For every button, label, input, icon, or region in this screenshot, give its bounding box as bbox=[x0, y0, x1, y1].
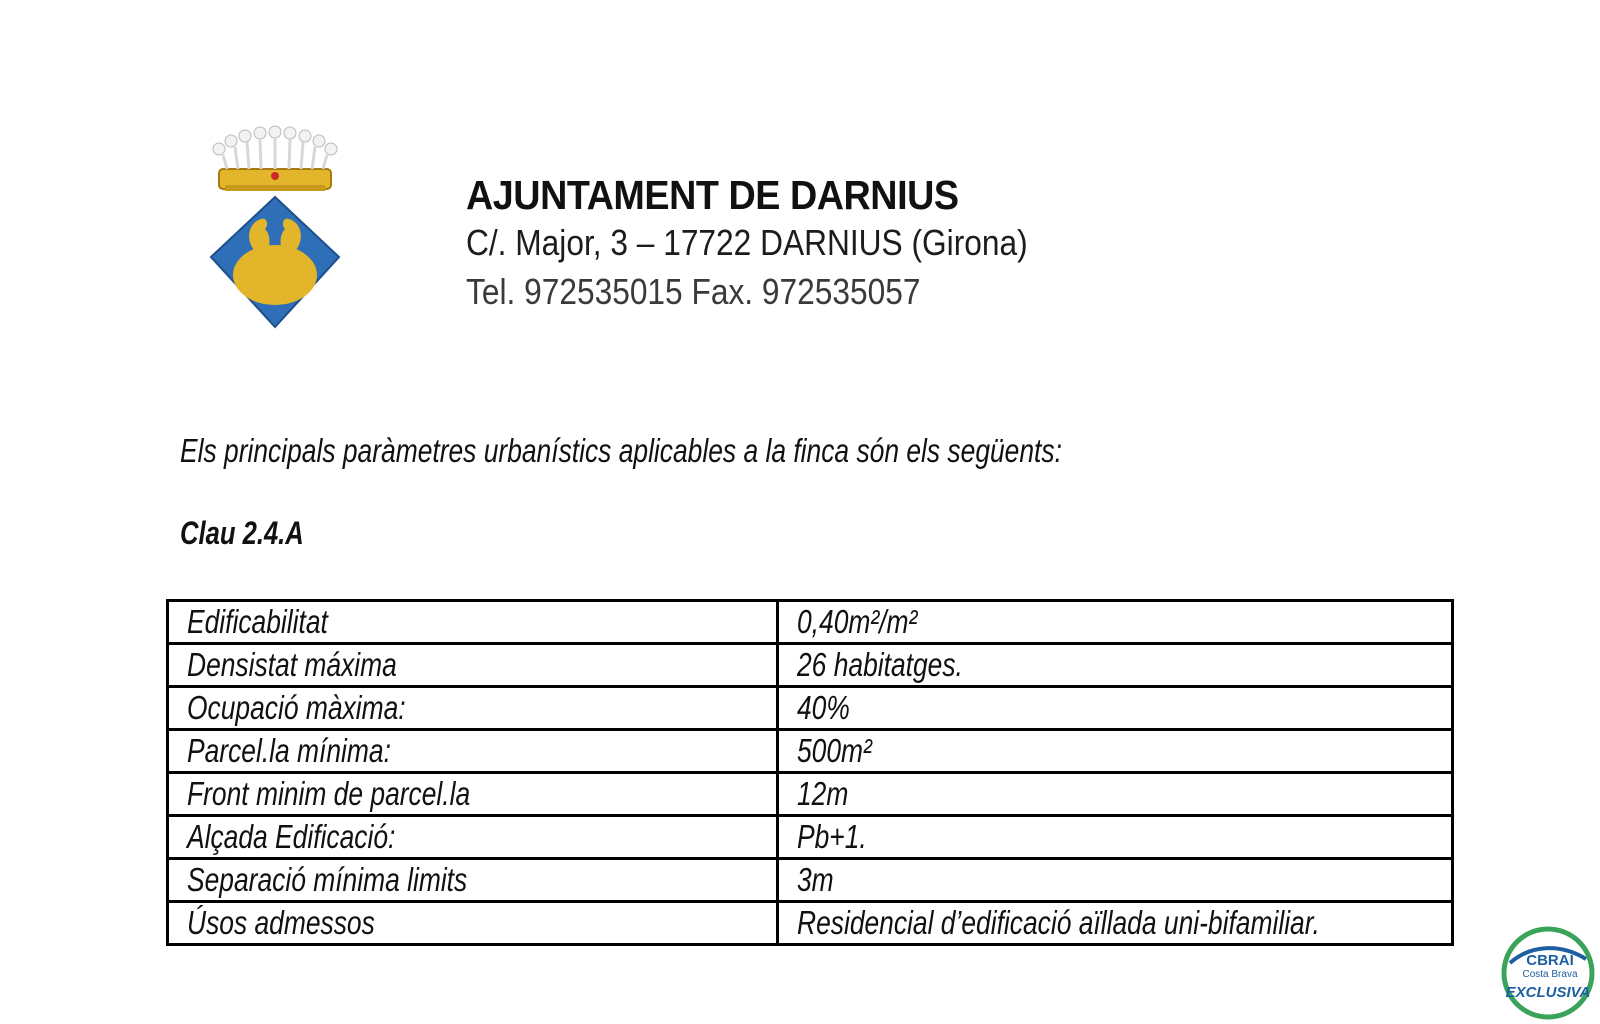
parameter-value: Residencial d’edificació aïllada uni-bifamiliar. bbox=[778, 902, 1453, 945]
cbrai-exclusive-badge-logo bbox=[1500, 925, 1596, 1021]
letterhead bbox=[466, 172, 1104, 316]
parameter-value: 3m bbox=[778, 859, 1453, 902]
urban-parameters-table bbox=[166, 599, 1454, 946]
zoning-key-heading: Clau 2.4.A bbox=[180, 515, 304, 551]
parameter-label: Front minim de parcel.la bbox=[168, 773, 778, 816]
parameter-label: Densistat máxima bbox=[168, 644, 778, 687]
parameter-label: Parcel.la mínima: bbox=[168, 730, 778, 773]
organization-phone-fax: Tel. 972535015 Fax. 972535057 bbox=[466, 271, 921, 312]
svg-text:CBRAI: CBRAI bbox=[1526, 952, 1574, 969]
parameter-label: Edificabilitat bbox=[168, 601, 778, 644]
organization-address: C/. Major, 3 – 17722 DARNIUS (Girona) bbox=[466, 222, 1028, 263]
parameter-label: Úsos admessos bbox=[168, 902, 778, 945]
parameter-value: 500m² bbox=[778, 730, 1453, 773]
table-row bbox=[168, 730, 1453, 773]
svg-text:EXCLUSIVA: EXCLUSIVA bbox=[1505, 984, 1591, 1001]
organization-name: AJUNTAMENT DE DARNIUS bbox=[466, 172, 959, 218]
svg-text:Costa Brava: Costa Brava bbox=[1522, 969, 1578, 980]
parameter-label: Ocupació màxima: bbox=[168, 687, 778, 730]
table-row bbox=[168, 859, 1453, 902]
table-row bbox=[168, 773, 1453, 816]
parameter-value: 26 habitatges. bbox=[778, 644, 1453, 687]
table-row bbox=[168, 687, 1453, 730]
parameter-label: Alçada Edificació: bbox=[168, 816, 778, 859]
municipal-crest-logo bbox=[205, 125, 345, 340]
table-row bbox=[168, 902, 1453, 945]
parameter-value: 40% bbox=[778, 687, 1453, 730]
parameter-value: Pb+1. bbox=[778, 816, 1453, 859]
parameter-label: Separació mínima limits bbox=[168, 859, 778, 902]
table-row bbox=[168, 816, 1453, 859]
table-row bbox=[168, 601, 1453, 644]
intro-paragraph: Els principals paràmetres urbanístics aplicables a la finca són els següents: bbox=[180, 432, 1062, 469]
parameter-value: 0,40m²/m² bbox=[778, 601, 1453, 644]
table-row bbox=[168, 644, 1453, 687]
parameter-value: 12m bbox=[778, 773, 1453, 816]
